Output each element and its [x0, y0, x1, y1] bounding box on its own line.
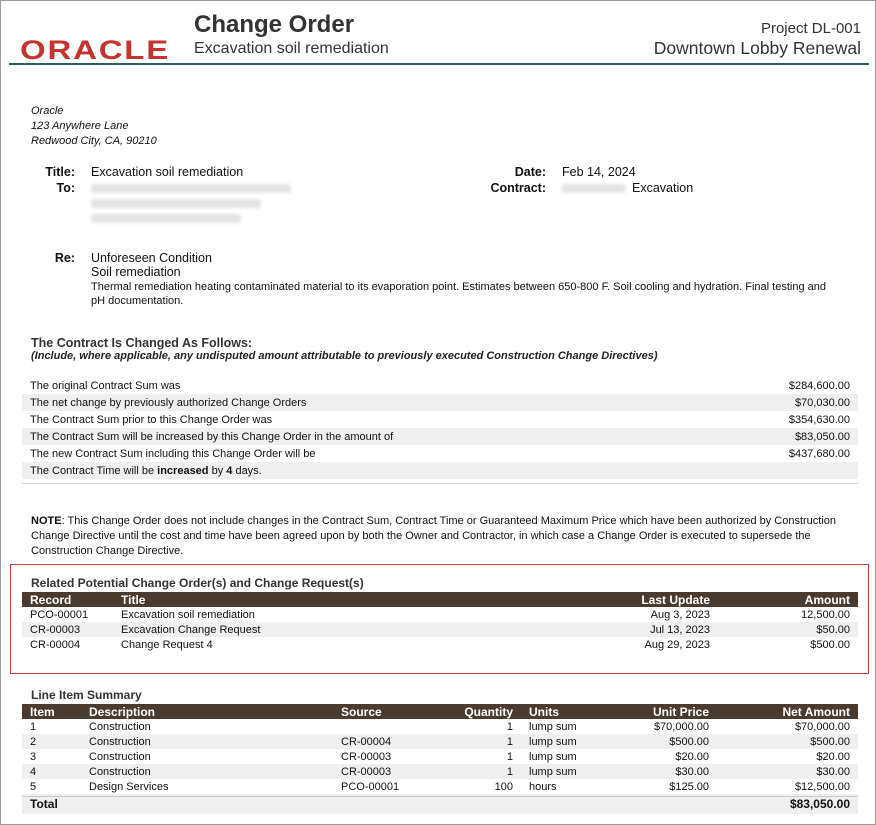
note-paragraph: NOTE: This Change Order does not include changes in the Contract Sum, Contract Time or Guaranteed Maximum Price which have been authorized by Construction Change Directive until the cost and time have been agreed upon by both the Owner and Contractor, in which case a Change Order is executed to supersede the Construction Change Directive. [31, 515, 837, 557]
contract-label: Contract: [490, 181, 546, 195]
line-items-title: Line Item Summary [31, 688, 142, 702]
record-link[interactable]: CR-00004 [30, 638, 81, 651]
title-label: Title: [45, 165, 75, 179]
sum-amount: $70,030.00 [717, 394, 858, 411]
source-link[interactable]: PCO-00001 [341, 780, 400, 793]
title-value: Excavation soil remediation [91, 165, 244, 179]
contract-change-heading: The Contract Is Changed As Follows: [31, 336, 253, 350]
re-label: Re: [54, 251, 75, 265]
sum-label: The net change by previously authorized Change Orders [22, 394, 717, 411]
divider [22, 796, 858, 797]
to-label: To: [56, 181, 75, 195]
sum-label: The original Contract Sum was [30, 379, 181, 392]
sender-address-line2: Redwood City, CA, 90210 [31, 135, 157, 147]
contract-number-redacted [562, 184, 626, 193]
total-value: $83,050.00 [717, 794, 858, 814]
sum-row [22, 411, 858, 428]
sum-row [22, 377, 858, 394]
col-description: Description [81, 704, 333, 719]
sum-label: The Contract Sum prior to this Change Order was [30, 413, 273, 426]
project-number: Project DL-001 [760, 20, 861, 37]
oracle-logo: ORACLE [20, 35, 171, 65]
sum-row [22, 428, 858, 445]
re-line2: Soil remediation [91, 265, 181, 279]
sender-name: Oracle [31, 105, 64, 117]
re-line1: Unforeseen Condition [91, 251, 212, 265]
contract-time-text: The Contract Time will be increased by 4 days. [22, 462, 858, 479]
re-description: Thermal remediation heating contaminated material to its evaporation point. Estimates between 650-800 F. Soil cooling and hydration. Final testing and pH documentation. [91, 281, 826, 307]
col-net-amount: Net Amount [717, 704, 858, 719]
col-units: Units [521, 704, 603, 719]
source-link[interactable]: CR-00003 [333, 764, 443, 779]
source-link[interactable]: CR-00004 [333, 734, 443, 749]
table-row: 2 Construction CR-00004 1 lump sum $500.00 $500.00 [22, 734, 858, 749]
record-link[interactable]: CR-00003 [22, 622, 113, 637]
table-row: CR-00004 Change Request 4 Aug 29, 2023 $500.00 [22, 637, 858, 652]
sum-row [22, 445, 858, 462]
col-unit-price: Unit Price [603, 704, 717, 719]
related-title: Related Potential Change Order(s) and Change Request(s) [31, 576, 364, 590]
date-value: Feb 14, 2024 [562, 165, 636, 179]
contract-value: Excavation [632, 181, 694, 195]
table-row: 4 Construction CR-00003 1 lump sum $30.00 $30.00 [22, 764, 858, 779]
col-record: Record [22, 592, 113, 607]
sum-amount: $284,600.00 [788, 379, 850, 392]
sum-amount: $437,680.00 [788, 447, 850, 460]
col-amount: Amount [718, 592, 858, 607]
document-subtitle: Excavation soil remediation [194, 40, 389, 57]
sum-label: The new Contract Sum including this Change Order will be [30, 447, 316, 460]
contract-change-note: (Include, where applicable, any undisputed amount attributable to previously executed Construction Change Directives) [31, 350, 658, 362]
total-label: Total [22, 794, 717, 814]
total-row [22, 794, 858, 814]
divider [22, 483, 858, 484]
document-title: Change Order [194, 11, 355, 38]
col-item: Item [22, 704, 81, 719]
table-row: CR-00003 Excavation Change Request Jul 13, 2023 $50.00 [22, 622, 858, 637]
sum-label: The Contract Sum will be increased by this Change Order in the amount of [22, 428, 717, 445]
project-name: Downtown Lobby Renewal [653, 38, 861, 58]
date-label: Date: [514, 165, 546, 179]
col-title: Title [113, 592, 598, 607]
sum-amount: $354,630.00 [788, 413, 850, 426]
contract-sum-table [22, 377, 858, 479]
contract-time-row [22, 462, 858, 479]
sum-amount: $83,050.00 [717, 428, 858, 445]
sum-row [22, 394, 858, 411]
document-header [9, 9, 869, 65]
col-quantity: Quantity [443, 704, 521, 719]
table-row: PCO-00001 Excavation soil remediation Aug 3, 2023 12,500.00 [22, 607, 858, 622]
col-last-update: Last Update [598, 592, 718, 607]
sender-address [31, 104, 157, 149]
related-table [22, 592, 858, 652]
table-row: 1 Construction 1 lump sum $70,000.00 $70,000.00 [30, 720, 850, 733]
sender-address-line1: 123 Anywhere Lane [31, 120, 129, 132]
source-link[interactable]: CR-00003 [341, 750, 392, 763]
col-source: Source [333, 704, 443, 719]
table-row: 5 Design Services PCO-00001 100 hours $125.00 $12,500.00 [30, 780, 850, 793]
record-link[interactable]: PCO-00001 [30, 608, 89, 621]
line-items-table [22, 704, 858, 814]
table-row: 3 Construction CR-00003 1 lump sum $20.00 $20.00 [30, 750, 850, 763]
